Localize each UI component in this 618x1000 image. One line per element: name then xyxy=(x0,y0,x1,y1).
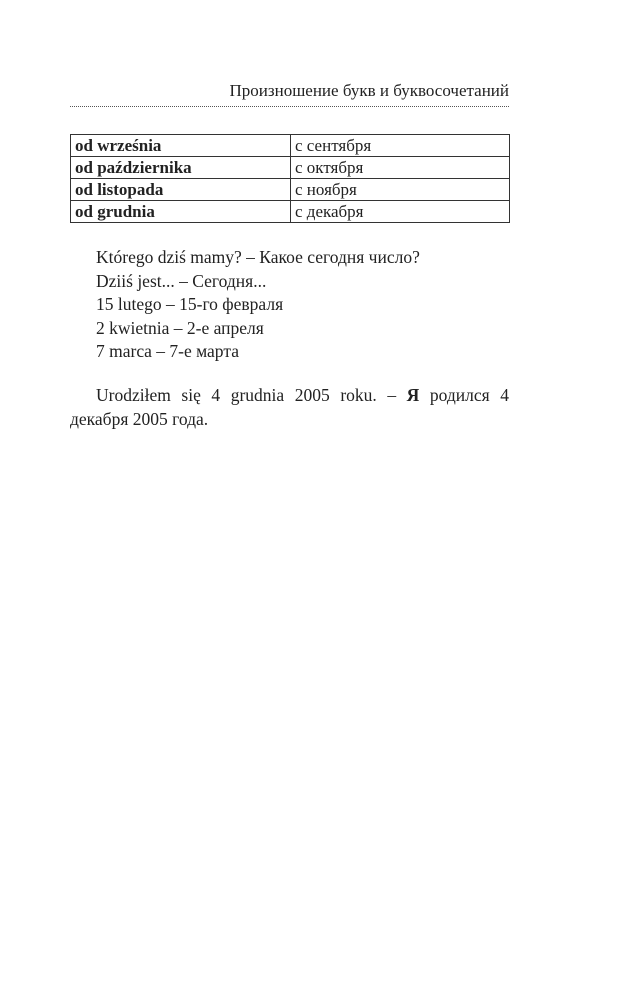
table-row xyxy=(71,179,510,201)
months-table xyxy=(70,134,510,223)
polish-cell: od listopada xyxy=(71,179,291,201)
russian-cell: с сентября xyxy=(291,135,510,157)
example-line: 2 kwietnia – 2-е апреля xyxy=(96,317,264,338)
russian-cell: с декабря xyxy=(291,201,510,223)
example-list xyxy=(96,246,420,364)
example-line: 7 marca – 7-е марта xyxy=(96,341,239,362)
dotted-divider xyxy=(70,106,509,107)
table-row xyxy=(71,201,510,223)
example-line: Dziiś jest... – Сегодня... xyxy=(96,270,267,291)
example-paragraph xyxy=(70,384,509,431)
russian-cell: с октября xyxy=(291,157,510,179)
polish-cell: od października xyxy=(71,157,291,179)
paragraph-text: Urodziłem się 4 grudnia 2005 roku. – xyxy=(96,385,407,405)
table-row xyxy=(71,157,510,179)
table-row xyxy=(71,135,510,157)
paragraph-text: родился 4 декабря 2005 года. xyxy=(70,385,509,429)
russian-cell: с ноября xyxy=(291,179,510,201)
paragraph-bold: Я xyxy=(406,385,420,405)
polish-cell: od września xyxy=(71,135,291,157)
example-line: Którego dziś mamy? – Какое сегодня число? xyxy=(96,247,420,267)
polish-cell: od grudnia xyxy=(71,201,291,223)
running-header: Произношение букв и буквосочетаний xyxy=(229,81,509,100)
example-line: 15 lutego – 15-го февраля xyxy=(96,294,284,315)
